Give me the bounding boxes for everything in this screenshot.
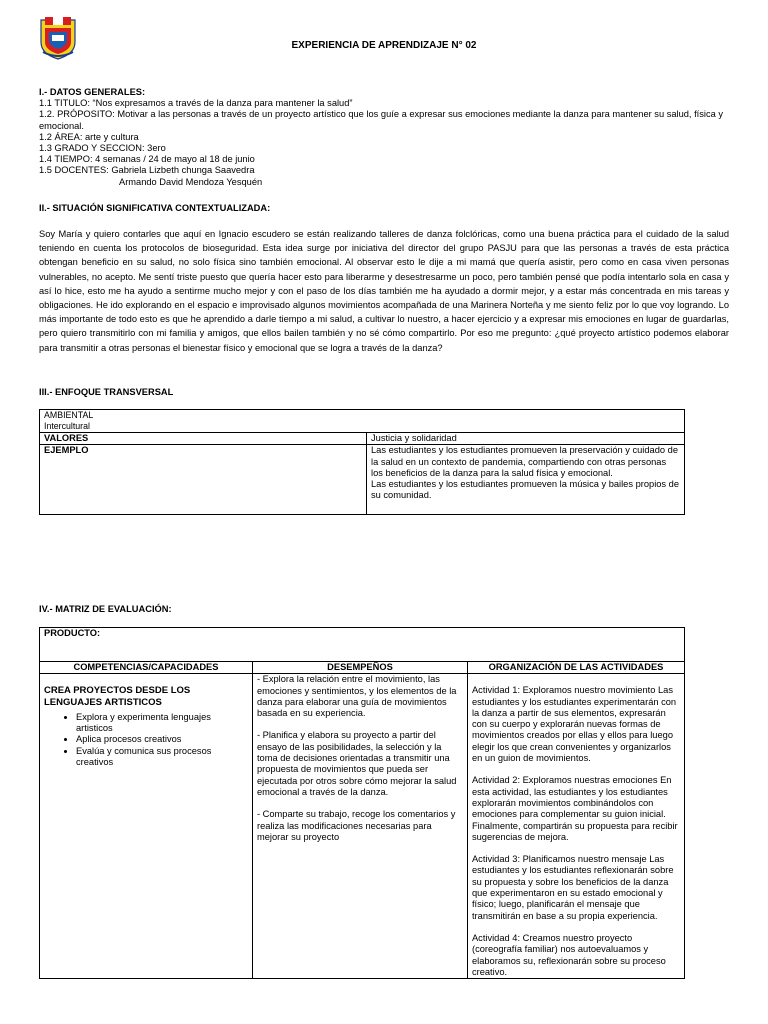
actividad-item: Actividad 2: Exploramos nuestras emociones En esta actividad, las estudiantes y los estudiantes explorarán movimientos combinándolos con emociones para complementar su guion inicial. Finalmente, compartirán su propuesta para recibir sugerencias de mejora.	[471, 775, 678, 842]
proposito-line: 1.2. PRÓPOSITO: Motivar a las personas a través de un proyecto artístico que los guíe a expresar sus emociones mediante la danza para mantener su salud, física y emocional.	[39, 109, 724, 131]
table-header-row	[40, 662, 685, 674]
situacion-paragraph: Soy María y quiero contarles que aquí en Ignacio escudero se están realizando talleres de danza folclóricas, como una buena práctica para el cuidado de la salud teniendo en cuenta los protocolos de bioseguridad. Esta idea surge por iniciativa del director del grupo PASJU para que las personas a través de esta práctica obtengan beneficio en su salud, no solo física sino también emocional. Al observar esto le dije a mi mamá que quería asistir, pero como en casa viven personas vulnerables, no acepto. Me sentí triste puesto que quería hacer esto para liberarme y desestresarme un poco, pero también pensé que podía intentarlo sola en casa y así lo hice, esto me ha ayudo a sentirme mucho mejor y con el paso de los días también me ha ayudado a dormir mejor, y a estar más concentrada en mis tareas y obligaciones. He ido explorando en el espacio e improvisado algunos movimientos acompañada de una Marinera Norteña y me siento feliz por lo que voy logrando. Lo más importante de todo esto es que he aprendido a darle tiempo a mi salud, a cultivar lo nuestro, a hacer ejercicio y a expresar mis emociones en lugar de guardarlas, pero quiero transmitirlo con mi familia y amigos, que ellos bailen también y no sé cómo compartirlo. Por eso me pregunto: ¿qué proyecto artístico podemos elaborar para transmitir a otras personas el bienestar físico y emocional que se logra a través de la danza?	[39, 229, 729, 353]
enfoque-cell	[40, 410, 685, 433]
grado-line: 1.3 GRADO Y SECCION: 3ero	[39, 143, 166, 154]
competencia-title: CREA PROYECTOS DESDE LOS LENGUAJES ARTISTICOS	[44, 685, 191, 708]
table-row	[40, 433, 685, 445]
table-row	[40, 410, 685, 433]
column-header-desempenos: DESEMPEÑOS	[252, 662, 467, 674]
actividad-item: Actividad 1: Exploramos nuestro movimiento Las estudiantes y los estudiantes experimentarán con la danza a partir de sus elementos, expresarán con su cuerpo y explorarán nuevas formas de movimientos creados por ellas y ellos para luego elegir los que crean convenientes y organizarlos en un guion de movimientos.	[471, 685, 677, 764]
table-row	[40, 628, 685, 662]
actividades-cell	[467, 674, 684, 979]
column-header-competencias: COMPETENCIAS/CAPACIDADES	[40, 662, 253, 674]
desempenos-cell	[252, 674, 467, 979]
actividad-item: Actividad 3: Planificamos nuestro mensaje Las estudiantes y los estudiantes reflexionarán sobre su propuesta y sobre los beneficios de la danza que experimentaron en su estado emocional y físico; luego, planificarán el mensaje que transmitirán en base a su propia experiencia.	[471, 854, 674, 921]
ejemplo-value	[367, 445, 685, 515]
document-title: EXPERIENCIA DE APRENDIZAJE N° 02	[291, 40, 477, 51]
list-item: • Explora y experimenta lenguajes artisticos	[76, 712, 248, 735]
section-heading-datos: I.- DATOS GENERALES:	[39, 87, 146, 97]
competencias-cell	[40, 674, 253, 979]
section-heading-matriz: IV.- MATRIZ DE EVALUACIÓN:	[39, 604, 172, 614]
evaluation-matrix-table	[39, 627, 685, 979]
school-crest-logo	[39, 16, 77, 60]
section-heading-enfoque: III.- ENFOQUE TRANSVERSAL	[39, 387, 174, 397]
enfoque-intercultural: Intercultural	[44, 421, 90, 431]
datos-generales	[39, 87, 729, 188]
valores-value: Justicia y solidaridad	[367, 433, 685, 445]
enfoque-ambiental: AMBIENTAL	[44, 410, 94, 420]
capacidades-list	[44, 712, 248, 768]
valores-label: VALORES	[40, 433, 367, 445]
table-row	[40, 445, 685, 515]
tiempo-line: 1.4 TIEMPO: 4 semanas / 24 de mayo al 18 de junio	[39, 154, 255, 165]
ejemplo-text-2: Las estudiantes y los estudiantes promueven la música y bailes propios de su comunidad.	[371, 479, 680, 501]
docente-2-line: Armando David Mendoza Yesquén	[119, 176, 263, 187]
enfoque-table	[39, 409, 685, 515]
desempeno-item: - Explora la relación entre el movimiento, las emociones y sentimientos, y los elementos de la danza para elaborar una guía de movimientos basada en su experiencia.	[256, 674, 457, 719]
actividad-item: Actividad 4: Creamos nuestro proyecto (coreografía familiar) nos autoevaluamos y elaboramos su, reflexionarán sobre su proceso creativo.	[471, 932, 666, 977]
titulo-line: 1.1 TITULO: “Nos expresamos a través de la danza para mantener la salud”	[39, 98, 353, 109]
area-line: 1.2 ÁREA: arte y cultura	[39, 131, 139, 142]
list-item: • Evalúa y comunica sus procesos creativos	[76, 746, 248, 769]
ejemplo-text-1: Las estudiantes y los estudiantes promueven la preservación y cuidado de la salud en un contexto de pandemia, compartiendo con otras personas los beneficios de la danza para la salud física y emocional.	[371, 445, 678, 478]
table-row	[40, 674, 685, 979]
desempeno-item: - Comparte su trabajo, recoge los comentarios y realiza las modificaciones necesarias para mejorar su proyecto	[256, 809, 456, 842]
list-item: • Aplica procesos creativos	[76, 734, 248, 745]
column-header-actividades: ORGANIZACIÓN DE LAS ACTIVIDADES	[467, 662, 684, 674]
desempeno-item: - Planifica y elabora su proyecto a partir del ensayo de las posibilidades, la selección y la toma de decisiones orientadas a transmitir una propuesta de movimientos que pueda ser ejecutada por otros sobre cómo mejorar la salud emocional a través de la danza.	[256, 730, 457, 797]
section-heading-situacion: II.- SITUACIÓN SIGNIFICATIVA CONTEXTUALIZADA:	[39, 203, 271, 213]
producto-label: PRODUCTO:	[40, 628, 685, 662]
ejemplo-label: EJEMPLO	[40, 445, 367, 515]
docentes-line: 1.5 DOCENTES: Gabriela Lizbeth chunga Saavedra	[39, 165, 255, 176]
